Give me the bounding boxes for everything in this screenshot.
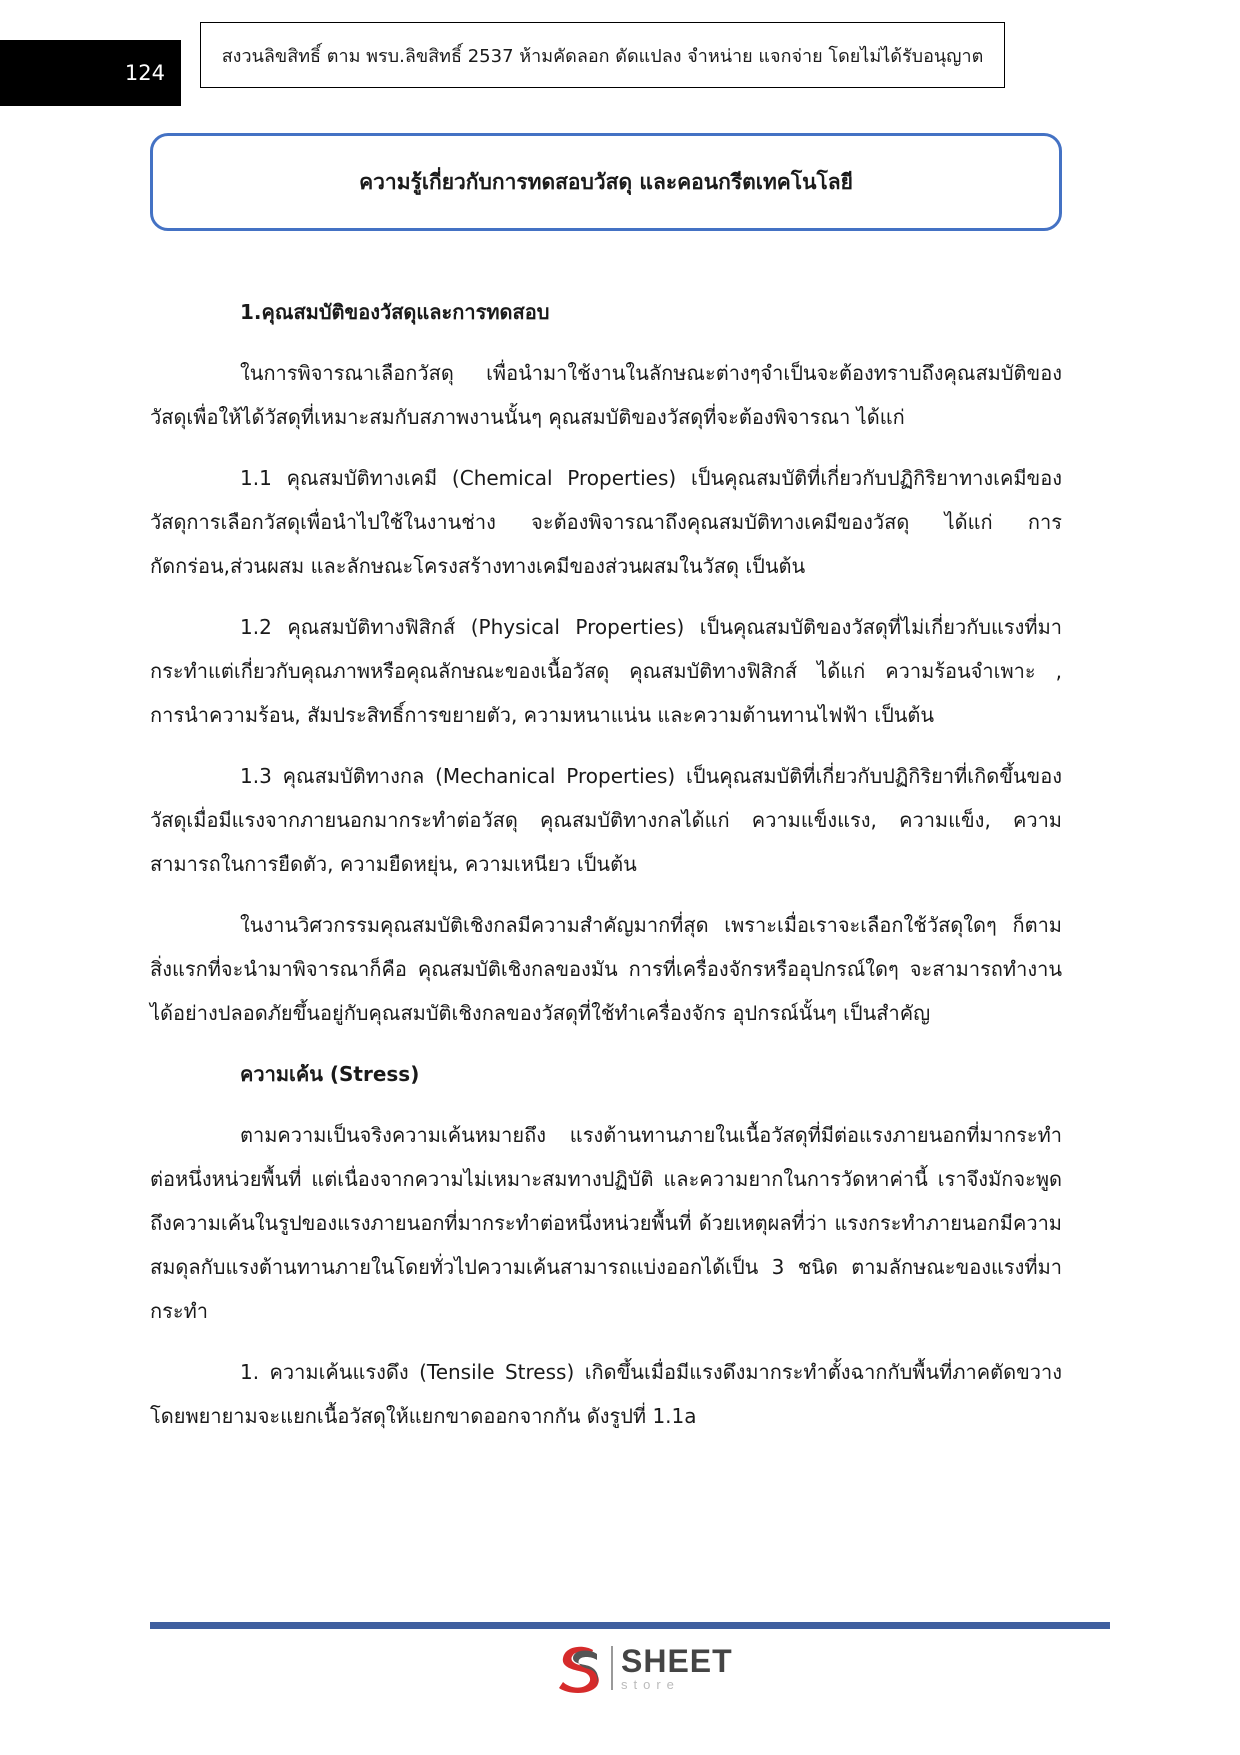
sheet-store-logo (553, 1642, 733, 1694)
document-body (150, 290, 1062, 1455)
copyright-notice (200, 22, 1005, 88)
logo-text (621, 1645, 733, 1691)
footer-rule (150, 1622, 1110, 1629)
paragraph-chemical: 1.1 คุณสมบัติทางเคมี (Chemical Properties) เป็นคุณสมบัติที่เกี่ยวกับปฏิกิริยาทางเคมีของวัสดุการเลือกวัสดุเพื่อนำไปใช้ในงานช่าง จะต้องพิจารณาถึงคุณสมบัติทางเคมีของวัสดุ ได้แก่ การกัดกร่อน,ส่วนผสม และลักษณะโครงสร้างทางเคมีของส่วนผสมในวัสดุ เป็นต้น (150, 466, 1062, 578)
sheet-logo-icon (553, 1642, 605, 1694)
stress-heading: ความเค้น (Stress) (240, 1062, 420, 1086)
paragraph-mechanical: 1.3 คุณสมบัติทางกล (Mechanical Properties) เป็นคุณสมบัติที่เกี่ยวกับปฏิกิริยาที่เกิดขึ้นของวัสดุเมื่อมีแรงจากภายนอกมากระทำต่อวัสดุ คุณสมบัติทางกลได้แก่ ความแข็งแรง, ความแข็ง, ความสามารถในการยืดตัว, ความยืดหยุ่น, ความเหนียว เป็นต้น (150, 764, 1062, 876)
paragraph-intro: ในการพิจารณาเลือกวัสดุ เพื่อนำมาใช้งานในลักษณะต่างๆจำเป็นจะต้องทราบถึงคุณสมบัติของวัสดุเพื่อให้ได้วัสดุที่เหมาะสมกับสภาพงานนั้นๆ คุณสมบัติของวัสดุที่จะต้องพิจารณา ได้แก่ (150, 361, 1062, 429)
chapter-title: ความรู้เกี่ยวกับการทดสอบวัสดุ และคอนกรีตเทคโนโลยี (359, 169, 853, 194)
logo-main-text: SHEET (621, 1643, 733, 1679)
chapter-title-box (150, 133, 1062, 231)
paragraph-physical: 1.2 คุณสมบัติทางฟิสิกส์ (Physical Properties) เป็นคุณสมบัติของวัสดุที่ไม่เกี่ยวกับแรงที่มากระทำแต่เกี่ยวกับคุณภาพหรือคุณลักษณะของเนื้อวัสดุ คุณสมบัติทางฟิสิกส์ ได้แก่ ความร้อนจำเพาะ , การนำความร้อน, สัมประสิทธิ์การขยายตัว, ความหนาแน่น และความต้านทานไฟฟ้า เป็นต้น (150, 615, 1062, 727)
logo-sub-text: store (621, 1677, 680, 1692)
paragraph-engineering: ในงานวิศวกรรมคุณสมบัติเชิงกลมีความสำคัญมากที่สุด เพราะเมื่อเราจะเลือกใช้วัสดุใดๆ ก็ตามสิ่งแรกที่จะนำมาพิจารณาก็คือ คุณสมบัติเชิงกลของมัน การที่เครื่องจักรหรืออุปกรณ์ใดๆ จะสามารถทำงานได้อย่างปลอดภัยขึ้นอยู่กับคุณสมบัติเชิงกลของวัสดุที่ใช้ทำเครื่องจักร อุปกรณ์นั้นๆ เป็นสำคัญ (150, 913, 1062, 1025)
paragraph-tensile: 1. ความเค้นแรงดึง (Tensile Stress) เกิดขึ้นเมื่อมีแรงดึงมากระทำตั้งฉากกับพื้นที่ภาคตัดขวางโดยพยายามจะแยกเนื้อวัสดุให้แยกขาดออกจากกัน ดังรูปที่ 1.1a (150, 1360, 1062, 1428)
logo-divider (611, 1646, 613, 1690)
page-number (0, 40, 181, 106)
copyright-text: สงวนลิขสิทธิ์ ตาม พรบ.ลิขสิทธิ์ 2537 ห้ามคัดลอก ดัดแปลง จำหน่าย แจกจ่าย โดยไม่ได้รับอนุญาต (221, 45, 984, 67)
section-heading: 1.คุณสมบัติของวัสดุและการทดสอบ (240, 300, 550, 324)
paragraph-stress: ตามความเป็นจริงความเค้นหมายถึง แรงต้านทานภายในเนื้อวัสดุที่มีต่อแรงภายนอกที่มากระทำต่อหนึ่งหน่วยพื้นที่ แต่เนื่องจากความไม่เหมาะสมทางปฏิบัติ และความยากในการวัดหาค่านี้ เราจึงมักจะพูดถึงความเค้นในรูปของแรงภายนอกที่มากระทำต่อหนึ่งหน่วยพื้นที่ ด้วยเหตุผลที่ว่า แรงกระทำภายนอกมีความสมดุลกับแรงต้านทานภายในโดยทั่วไปความเค้นสามารถแบ่งออกได้เป็น 3 ชนิด ตามลักษณะของแรงที่มากระทำ (150, 1123, 1062, 1323)
page-number-text: 124 (124, 61, 165, 85)
